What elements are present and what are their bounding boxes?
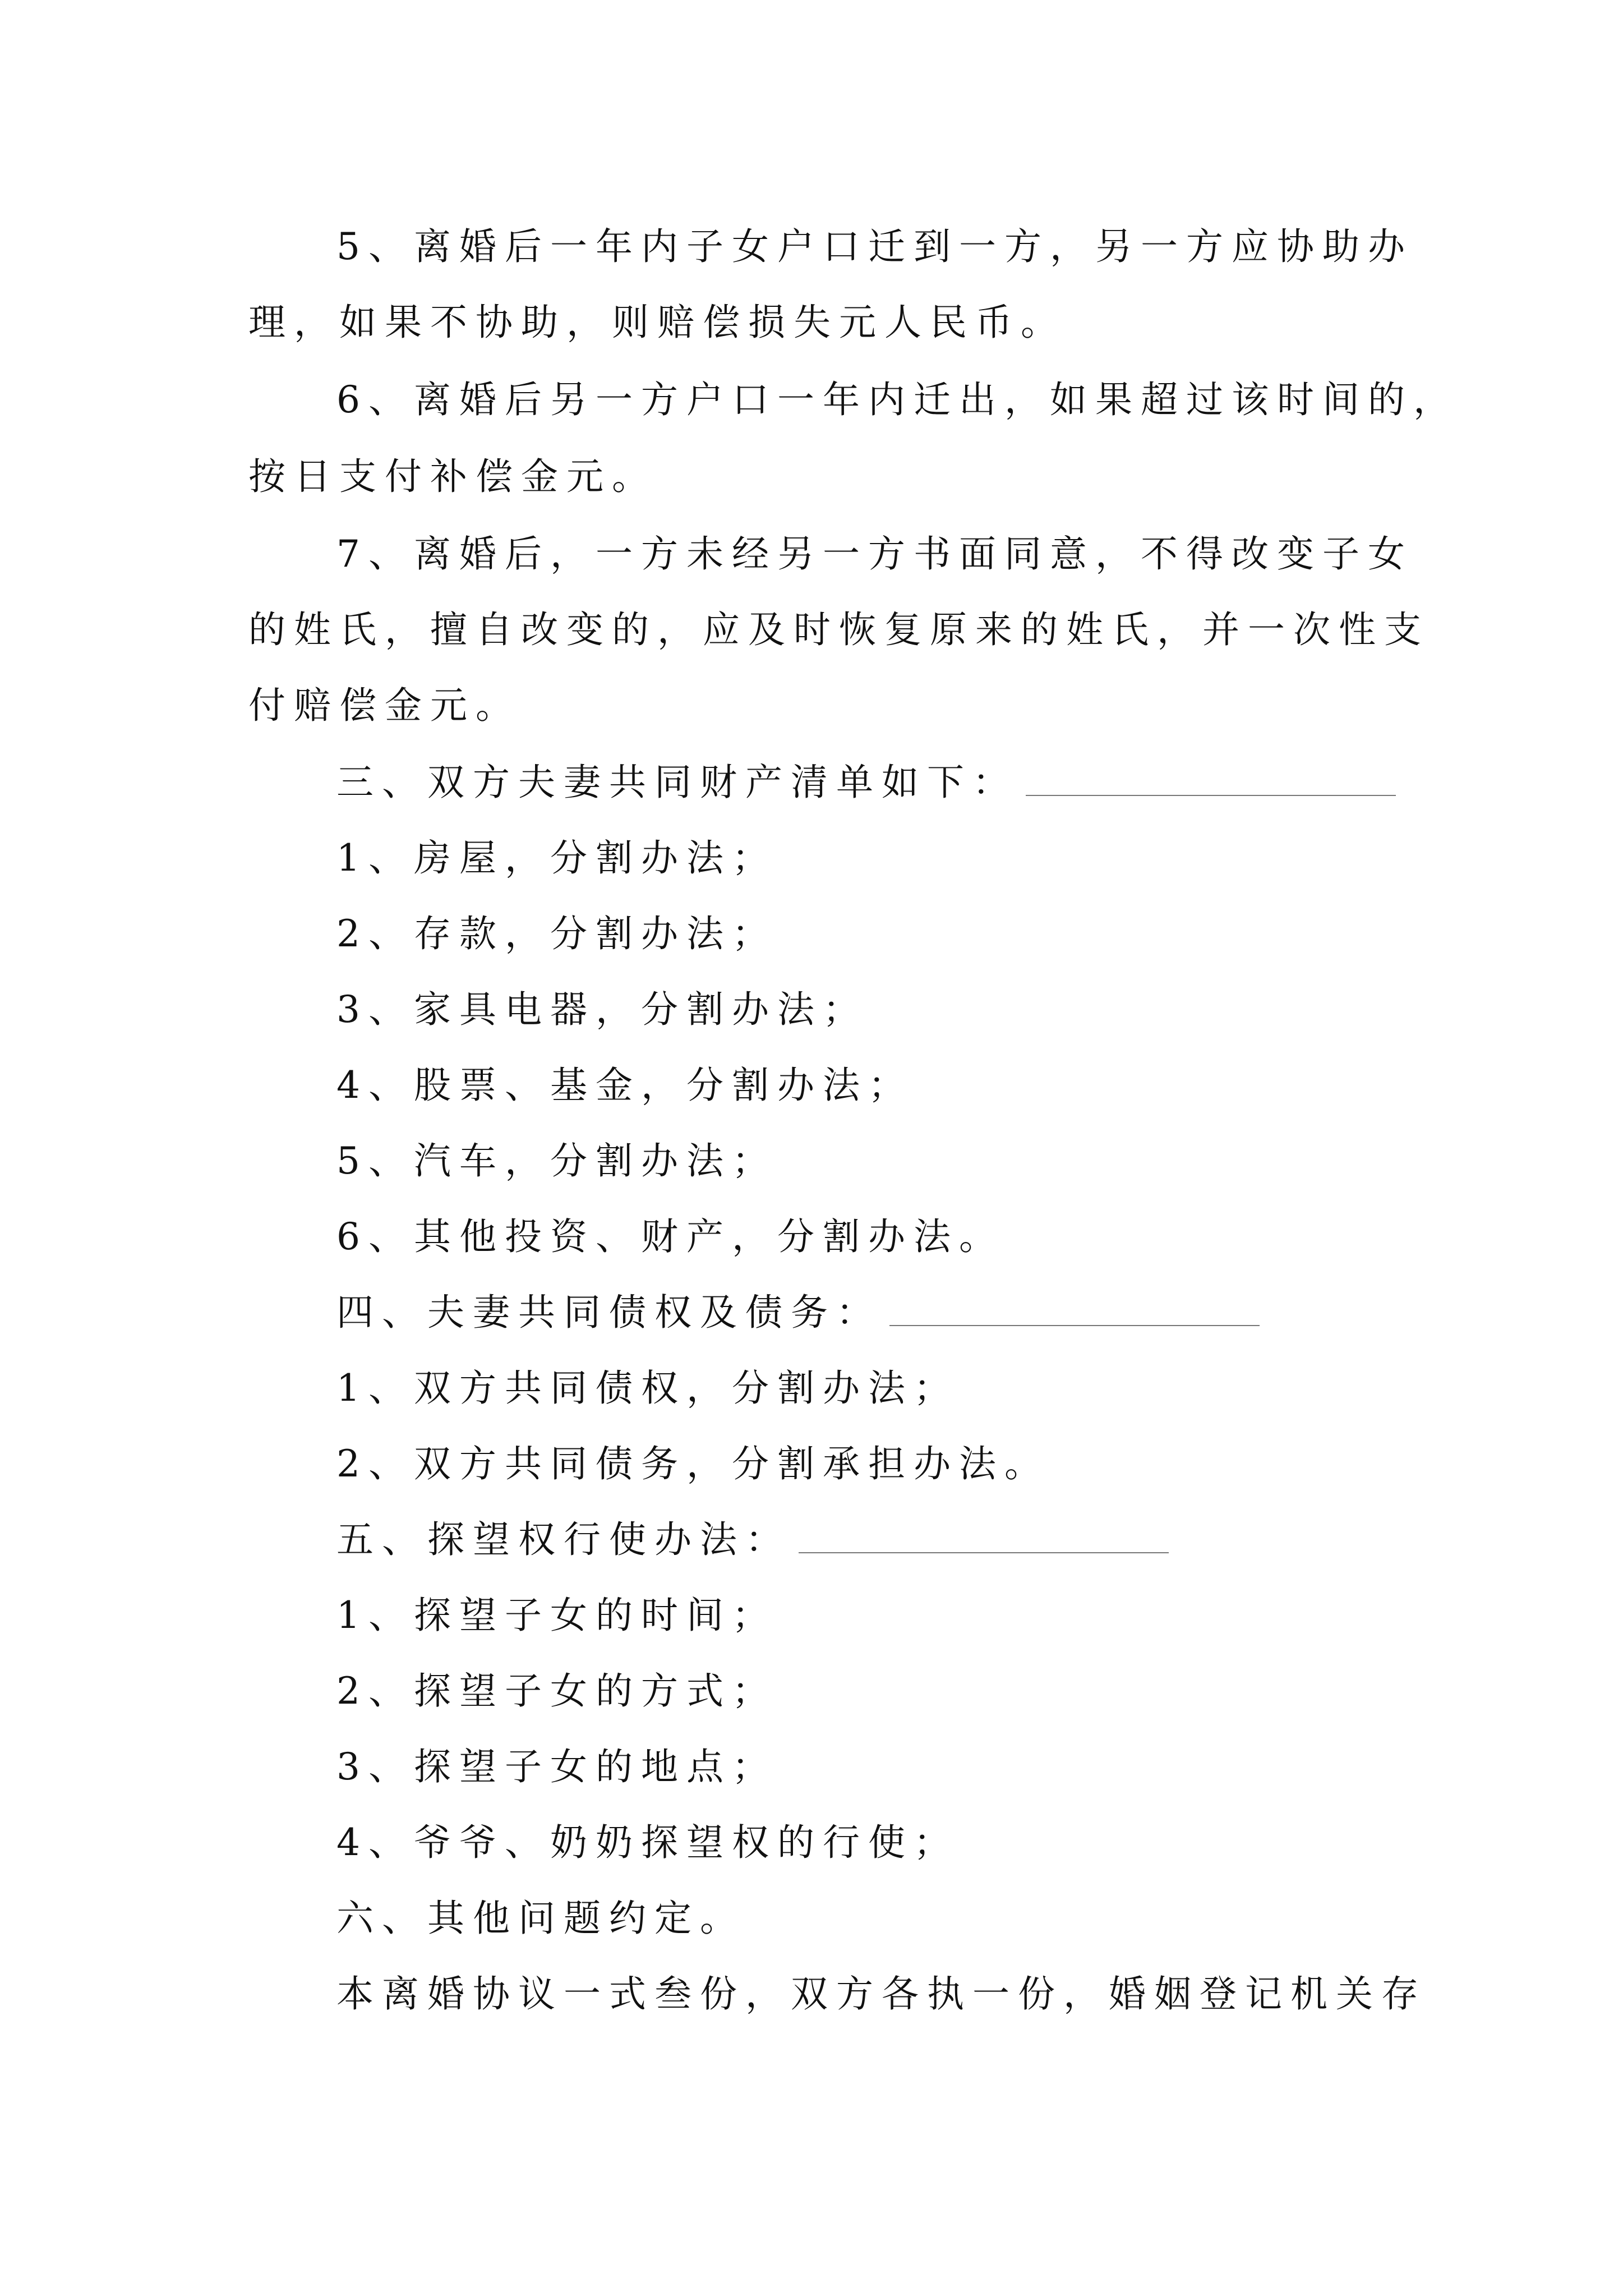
- paragraph-7-line-1: 7、离婚后，一方未经另一方书面同意，不得改变子女: [336, 532, 1413, 576]
- section-3-item: 3、家具电器，分割办法；: [336, 988, 868, 1031]
- section-4-item: 2、双方共同债务，分割承担办法。: [336, 1442, 1050, 1485]
- section-5-item: 1、探望子女的时间；: [336, 1594, 777, 1637]
- section-3-item: 6、其他投资、财产，分割办法。: [336, 1215, 1004, 1258]
- section-3-item: 2、存款，分割办法；: [336, 912, 777, 955]
- paragraph-5-line-2: 理，如果不协助，则赔偿损失元人民币。: [248, 301, 1066, 344]
- fill-in-blank: [1026, 795, 1396, 796]
- section-5-item: 3、探望子女的地点；: [336, 1745, 777, 1788]
- section-4-heading: 四、夫妻共同债权及债务：: [336, 1291, 882, 1334]
- section-5-item: 4、爷爷、奶奶探望权的行使；: [336, 1821, 959, 1864]
- section-3-item: 5、汽车，分割办法；: [336, 1139, 777, 1182]
- section-5-heading-line: [336, 1517, 1169, 1562]
- paragraph-6-line-1: 6、离婚后另一方户口一年内迁出，如果超过该时间的，: [336, 378, 1459, 421]
- fill-in-blank: [889, 1325, 1260, 1326]
- section-4-heading-line: [336, 1290, 1260, 1335]
- paragraph-6-line-2: 按日支付补偿金元。: [248, 455, 657, 498]
- section-4-item: 1、双方共同债权，分割办法；: [336, 1366, 959, 1410]
- paragraph-7-line-2: 的姓氏，擅自改变的，应及时恢复原来的姓氏，并一次性支: [248, 608, 1430, 651]
- section-6-heading: 六、其他问题约定。: [336, 1897, 745, 1940]
- paragraph-5-line-1: 5、离婚后一年内子女户口迁到一方，另一方应协助办: [336, 225, 1413, 268]
- fill-in-blank: [799, 1552, 1169, 1553]
- paragraph-7-line-3: 付赔偿金元。: [248, 684, 521, 727]
- section-3-heading-line: [336, 760, 1396, 805]
- section-5-heading: 五、探望权行使办法：: [336, 1518, 791, 1561]
- section-3-item: 1、房屋，分割办法；: [336, 836, 777, 880]
- section-3-item: 4、股票、基金，分割办法；: [336, 1064, 914, 1107]
- section-5-item: 2、探望子女的方式；: [336, 1669, 777, 1713]
- section-3-heading: 三、双方夫妻共同财产清单如下：: [336, 761, 1018, 804]
- closing-paragraph-line: 本离婚协议一式叁份，双方各执一份，婚姻登记机关存: [336, 1972, 1427, 2016]
